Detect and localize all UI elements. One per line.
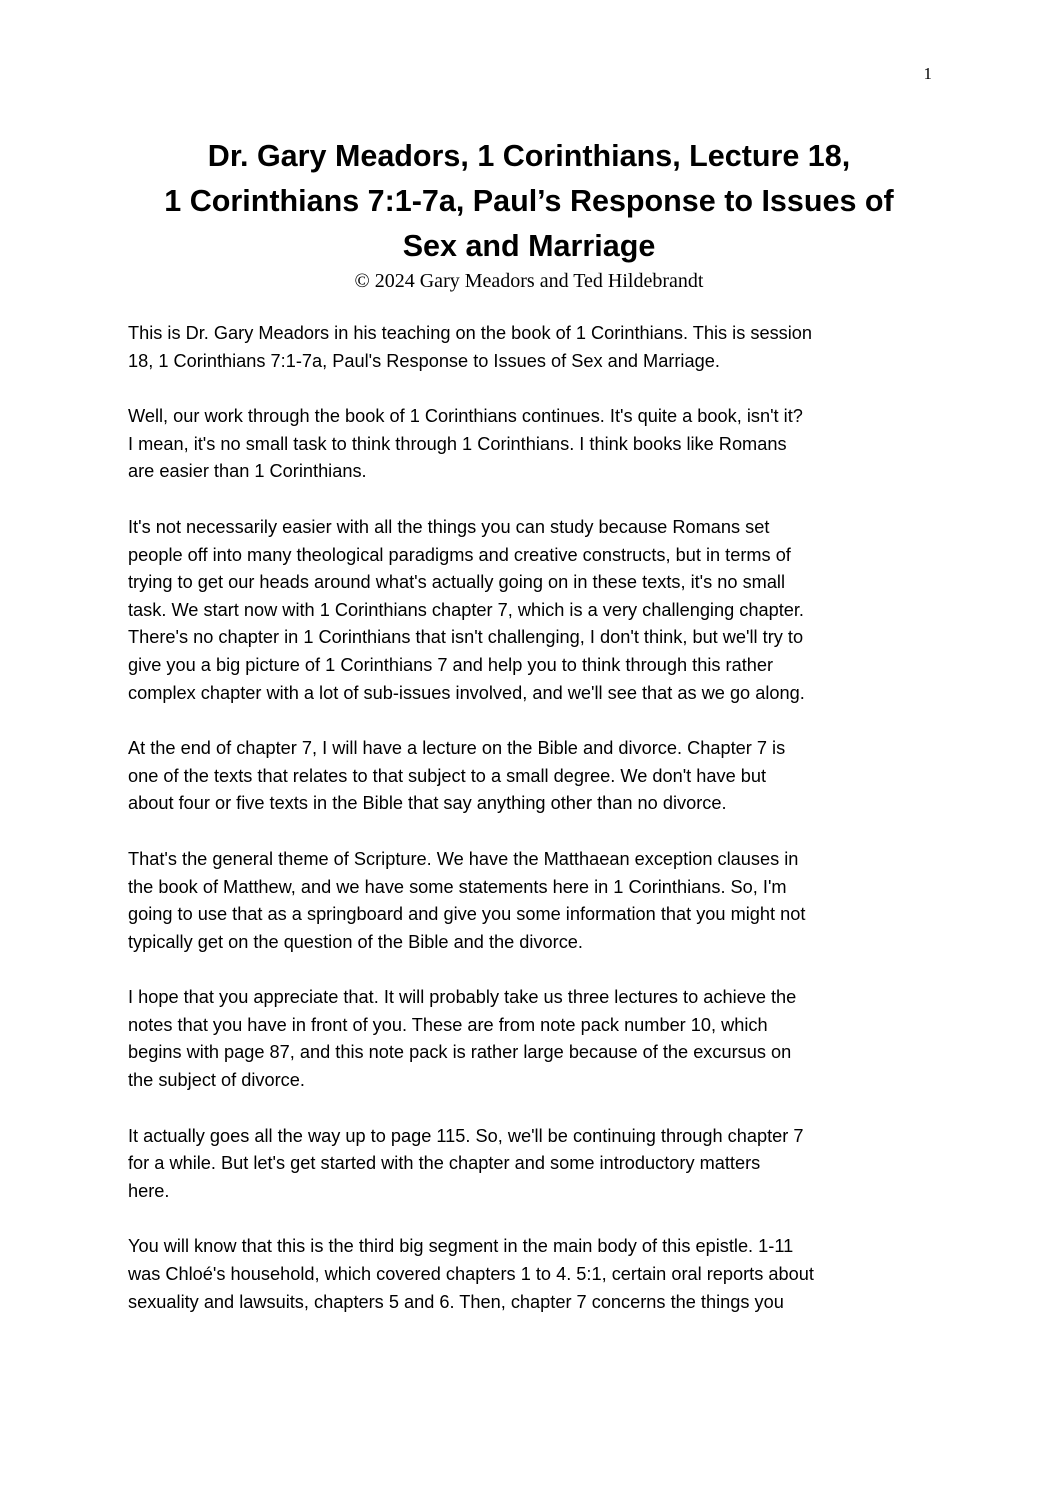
document-title-line: Sex and Marriage: [402, 229, 656, 263]
text-line: here.: [128, 1180, 170, 1201]
text-line: typically get on the question of the Bible and the divorce.: [128, 931, 583, 952]
text-line: trying to get our heads around what's actually going on in these texts, it's no small: [128, 572, 786, 593]
text-line: the subject of divorce.: [128, 1070, 305, 1091]
text-line: about four or five texts in the Bible that say anything other than no divorce.: [128, 793, 727, 814]
text-line: sexuality and lawsuits, chapters 5 and 6. Then, chapter 7 concerns the things you: [128, 1291, 784, 1312]
copyright-notice: © 2024 Gary Meadors and Ted Hildebrandt: [354, 270, 704, 292]
paragraph-intro: [128, 320, 936, 375]
document-body: [128, 320, 936, 1344]
text-line: At the end of chapter 7, I will have a lecture on the Bible and divorce. Chapter 7 is: [128, 738, 786, 759]
text-line: the book of Matthew, and we have some statements here in 1 Corinthians. So, I'm: [128, 876, 787, 897]
text-line: That's the general theme of Scripture. We have the Matthaean exception clauses in: [128, 848, 799, 869]
paragraph: [128, 1233, 936, 1316]
text-line: This is Dr. Gary Meadors in his teaching on the book of 1 Corinthians. This is session: [128, 323, 813, 343]
text-line: give you a big picture of 1 Corinthians 7 and help you to think through this rather: [128, 654, 774, 675]
text-line: begins with page 87, and this note pack is rather large because of the excursus on: [128, 1042, 792, 1063]
text-line: are easier than 1 Corinthians.: [128, 461, 367, 482]
document-title-line: Dr. Gary Meadors, 1 Corinthians, Lecture 18,: [207, 139, 851, 173]
page-number: 1: [923, 64, 932, 83]
text-line: for a while. But let's get started with the chapter and some introductory matters: [128, 1153, 761, 1174]
text-line: people off into many theological paradigms and creative constructs, but in terms of: [128, 544, 791, 565]
paragraph: [128, 514, 936, 707]
text-line: You will know that this is the third big segment in the main body of this epistle. 1-11: [128, 1236, 794, 1257]
text-line: complex chapter with a lot of sub-issues involved, and we'll see that as we go along.: [128, 682, 805, 703]
text-line: Well, our work through the book of 1 Corinthians continues. It's quite a book, isn't it?: [128, 406, 803, 427]
paragraph: [128, 403, 936, 486]
paragraph: [128, 984, 936, 1094]
paragraph: [128, 735, 936, 818]
paragraph: [128, 846, 936, 956]
document-title-line: 1 Corinthians 7:1-7a, Paul’s Response to Issues of: [164, 184, 894, 218]
text-line: I mean, it's no small task to think through 1 Corinthians. I think books like Romans: [128, 433, 787, 454]
text-line: task. We start now with 1 Corinthians chapter 7, which is a very challenging chapter.: [128, 599, 804, 620]
text-line: There's no chapter in 1 Corinthians that isn't challenging, I don't think, but we'll try to: [128, 627, 804, 648]
text-line: one of the texts that relates to that subject to a small degree. We don't have but: [128, 765, 767, 786]
text-line: was Chloé's household, which covered chapters 1 to 4. 5:1, certain oral reports about: [128, 1264, 814, 1285]
text-line: 18, 1 Corinthians 7:1-7a, Paul's Response to Issues of Sex and Marriage.: [128, 350, 720, 371]
text-line: It actually goes all the way up to page 115. So, we'll be continuing through chapter 7: [128, 1125, 804, 1146]
text-line: It's not necessarily easier with all the things you can study because Romans set: [128, 516, 770, 537]
text-line: going to use that as a springboard and give you some information that you might not: [128, 904, 806, 925]
text-line: notes that you have in front of you. These are from note pack number 10, which: [128, 1014, 768, 1035]
text-line: I hope that you appreciate that. It will probably take us three lectures to achieve the: [128, 987, 797, 1008]
document-header: [128, 134, 930, 293]
paragraph: [128, 1123, 936, 1206]
